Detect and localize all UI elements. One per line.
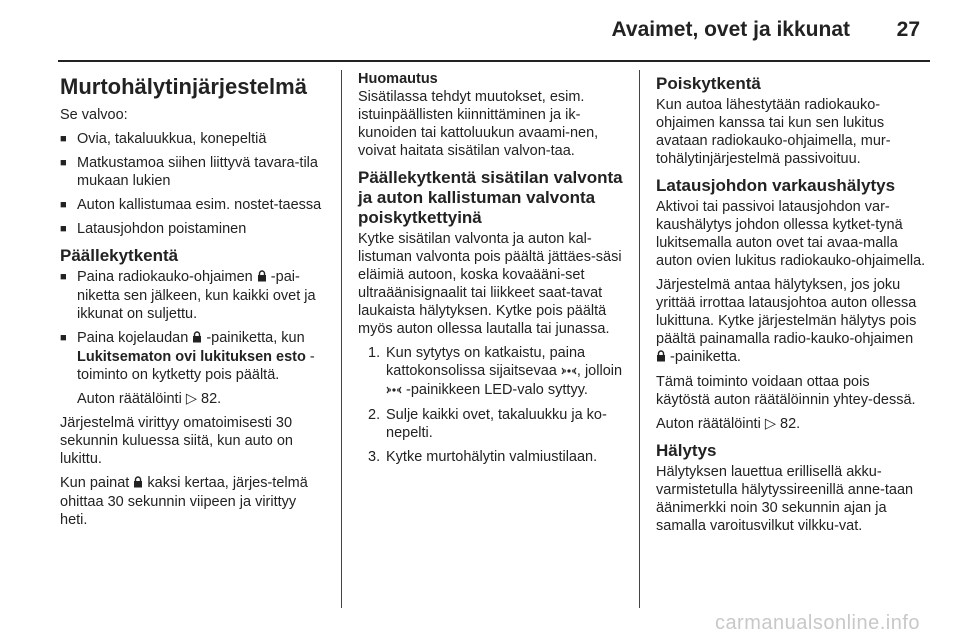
reference-text: Auton räätälöinti (77, 391, 182, 407)
note-title: Huomautus (358, 71, 438, 87)
header-title: Avaimet, ovet ja ikkunat (611, 18, 850, 41)
text: -toiminto on kytketty pois päältä. (77, 349, 315, 383)
list-item: ■ Latausjohdon poistaminen (60, 220, 326, 238)
text: Paina radiokauko-ohjaimen (77, 269, 253, 285)
header-rule (58, 60, 930, 62)
lock-icon (656, 349, 666, 367)
section-title: Murtohälytinjärjestelmä (60, 74, 307, 99)
setting-name: Lukitsematon ovi lukituksen esto (77, 349, 306, 365)
page-ref-arrow-icon: ▷ (764, 416, 776, 432)
activation-list (60, 268, 326, 384)
text: Järjestelmä antaa hälytyksen, jos joku yrittää irrottaa latausjohtoa auton ollessa lukittuna. Kytke järjestelmän hälytys pois päältä painamalla radio-kauko-ohjaimen (656, 277, 917, 347)
page-number: 27 (896, 18, 920, 41)
sensor-icon (386, 382, 402, 400)
column-divider (341, 70, 342, 608)
subsection-title: Päällekytkentä sisätilan valvonta ja auton kallistuman valvonta poiskytkettyinä (358, 168, 623, 227)
text: Kun sytytys on katkaistu, paina kattokonsolissa sijaitsevaa (386, 345, 586, 379)
column-3 (656, 70, 926, 541)
subsection-title: Hälytys (656, 441, 717, 460)
paragraph: Aktivoi tai passivoi latausjohdon var-kaushälytys johdon ollessa kytket-tynä lukitsemalla auton ovet tai avaa-malla auton ovien lukitus radiokauko-ohjaimella. (656, 199, 926, 269)
monitor-list (60, 130, 326, 238)
text: -pai-niketta sen jälkeen, kun kaikki ovet ja ikkunat on suljettu. (77, 269, 316, 322)
column-1 (60, 70, 326, 535)
sensor-icon (561, 363, 577, 381)
lock-icon (192, 330, 202, 348)
text: Kun painat (60, 475, 130, 491)
watermark: carmanualsonline.info (714, 612, 920, 634)
note-text: Sisätilassa tehdyt muutokset, esim. istuinpäällisten kiinnittäminen ja ik-kunoiden tai kattoluukun avaami-nen, voivat haitata sisätilan valvon-taa. (358, 89, 599, 159)
step-item (368, 406, 624, 442)
subsection-title: Päällekytkentä (60, 246, 179, 265)
list-item (60, 268, 326, 323)
text: -painiketta. (670, 349, 741, 365)
page-header (0, 0, 960, 60)
reference-page: 82. (201, 391, 222, 407)
text: Paina kojelaudan (77, 330, 189, 346)
step-item (368, 448, 624, 466)
paragraph: Hälytyksen lauettua erillisellä akku-varmistetulla hälytyssireenillä anne-taan äänimerkki noin 30 sekunnin ajan ja samalla varoitusvilkut vilkku-vat. (656, 464, 914, 534)
list-item: ■ Auton kallistumaa esim. nostet-taessa (60, 196, 326, 214)
page-ref-arrow-icon: ▷ (185, 391, 197, 407)
reference (656, 415, 926, 433)
column-divider (639, 70, 640, 608)
list-item: ■ Matkustamoa siihen liittyvä tavara-tila mukaan lukien (60, 154, 326, 190)
step-number: 1. (368, 345, 381, 361)
subsection-title: Poiskytkentä (656, 74, 761, 93)
reference (60, 390, 326, 408)
text: -painiketta, kun (206, 330, 305, 346)
step-item (368, 344, 624, 400)
paragraph (60, 474, 326, 529)
text: , jolloin (576, 363, 623, 379)
paragraph: Kytke sisätilan valvonta ja auton kal-listuman valvonta pois päältä jättäes-säsi eläimiä autoon, koska kovaääni-set ultraäänisignaalit tai liikkeet saat-tavat laukaista hälytyksen. Kytke pois päältä myös auton ollessa lautalla tai junassa. (358, 231, 622, 337)
text: Kytke murtohälytin valmiustilaan. (386, 449, 598, 465)
lock-icon (257, 269, 267, 287)
reference-text: Auton räätälöinti (656, 416, 761, 432)
subsection-title: Latausjohdon varkaushälytys (656, 176, 896, 195)
text: -painikkeen LED-valo syttyy. (406, 382, 588, 398)
paragraph: Järjestelmä virittyy omatoimisesti 30 sekunnin kuluessa siitä, kun auto on lukittu. (60, 415, 293, 467)
reference-page: 82. (780, 416, 801, 432)
paragraph (656, 276, 926, 367)
list-item (60, 329, 326, 384)
lock-icon (133, 475, 143, 493)
steps-list (368, 344, 624, 466)
list-item: ■ Ovia, takaluukkua, konepeltiä (60, 130, 326, 148)
intro-text: Se valvoo: (60, 107, 128, 123)
column-2 (358, 70, 624, 472)
text: kaksi kertaa, järjes-telmä ohittaa 30 sekunnin viipeen ja virittyy heti. (60, 475, 308, 528)
text: Sulje kaikki ovet, takaluukku ja ko-nepelti. (386, 407, 607, 441)
step-number: 3. (368, 449, 381, 465)
paragraph: Tämä toiminto voidaan ottaa pois käytöstä auton räätälöinnin yhtey-dessä. (656, 374, 916, 408)
paragraph: Kun autoa lähestytään radiokauko-ohjaimen kanssa tai kun sen lukitus avataan radiokauko-ohjaimella, mur-tohälytinjärjestelmä passivoituu. (656, 97, 891, 167)
step-number: 2. (368, 407, 381, 423)
